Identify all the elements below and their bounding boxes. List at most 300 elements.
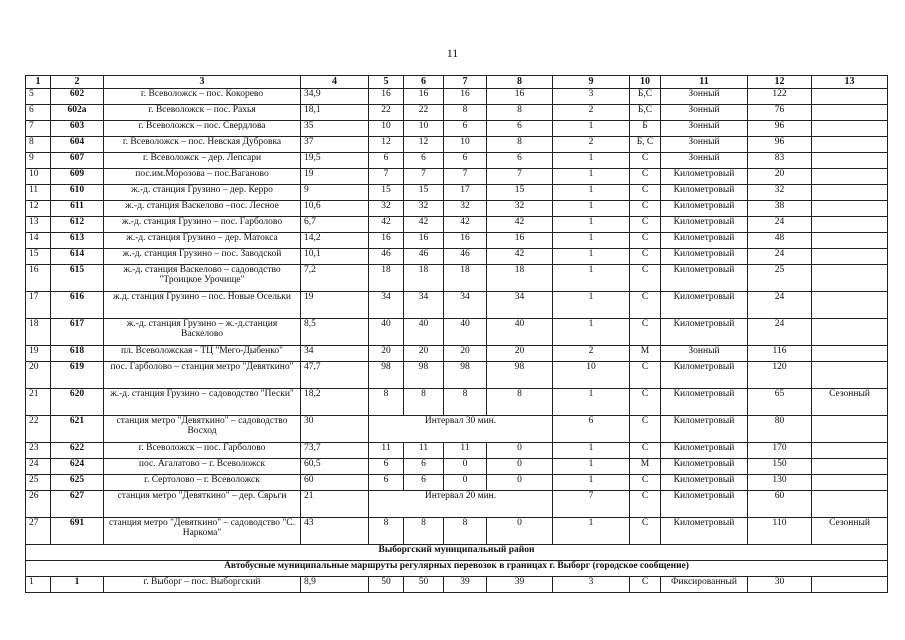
value-cell-6: 98 <box>404 362 444 389</box>
table-row <box>26 518 888 545</box>
value-cell-8: 16 <box>487 233 553 249</box>
vehicle-class-cell: С <box>630 475 661 491</box>
column-header: 6 <box>404 76 444 89</box>
table-row <box>26 577 888 593</box>
note-cell <box>812 105 888 121</box>
route-name-cell: г. Выборг – пос. Выборгский <box>104 577 301 593</box>
routes-table <box>25 75 888 593</box>
route-name-cell: г. Всеволожск – пос. Гарболово <box>104 443 301 459</box>
route-length-cell: 30 <box>301 416 369 443</box>
value-cell-5: 8 <box>369 389 404 416</box>
note-cell <box>812 233 888 249</box>
fare-type-cell: Километровый <box>661 475 748 491</box>
row-number-cell: 17 <box>26 292 51 319</box>
fare-type-cell: Километровый <box>661 459 748 475</box>
interval-cell: Интервал 30 мин. <box>369 416 553 443</box>
route-number-cell: 617 <box>51 319 104 346</box>
fare-type-cell: Километровый <box>661 249 748 265</box>
vehicle-class-cell: С <box>630 389 661 416</box>
value-cell-7: 10 <box>444 137 487 153</box>
value-cell-6: 22 <box>404 105 444 121</box>
route-number-cell: 612 <box>51 217 104 233</box>
row-number-cell: 13 <box>26 217 51 233</box>
value-cell-8: 42 <box>487 249 553 265</box>
vehicle-class-cell: С <box>630 292 661 319</box>
vehicle-class-cell: С <box>630 249 661 265</box>
table-row <box>26 292 888 319</box>
value-cell-5: 32 <box>369 201 404 217</box>
column-header: 3 <box>104 76 301 89</box>
value-cell-7: 6 <box>444 153 487 169</box>
value-cell-9: 7 <box>553 491 630 518</box>
value-cell-8: 8 <box>487 389 553 416</box>
value-cell-5: 15 <box>369 185 404 201</box>
table-row <box>26 459 888 475</box>
row-number-cell: 26 <box>26 491 51 518</box>
route-name-cell: ж.д. станция Грузино – пос. Новые Осельки <box>104 292 301 319</box>
route-number-cell: 615 <box>51 265 104 292</box>
vehicle-class-cell: М <box>630 459 661 475</box>
value-cell-9: 2 <box>553 105 630 121</box>
column-header: 12 <box>748 76 812 89</box>
note-cell <box>812 292 888 319</box>
price-cell: 96 <box>748 137 812 153</box>
route-length-cell: 14,2 <box>301 233 369 249</box>
price-cell: 120 <box>748 362 812 389</box>
value-cell-8: 34 <box>487 292 553 319</box>
vehicle-class-cell: С <box>630 169 661 185</box>
fare-type-cell: Километровый <box>661 201 748 217</box>
value-cell-5: 42 <box>369 217 404 233</box>
value-cell-6: 18 <box>404 265 444 292</box>
column-header: 1 <box>26 76 51 89</box>
route-length-cell: 37 <box>301 137 369 153</box>
table-body <box>26 89 888 593</box>
route-number-cell: 602 <box>51 89 104 105</box>
value-cell-8: 0 <box>487 518 553 545</box>
value-cell-8: 0 <box>487 475 553 491</box>
row-number-cell: 1 <box>26 577 51 593</box>
value-cell-9: 2 <box>553 137 630 153</box>
row-number-cell: 8 <box>26 137 51 153</box>
value-cell-9: 1 <box>553 475 630 491</box>
value-cell-7: 17 <box>444 185 487 201</box>
table-row <box>26 121 888 137</box>
value-cell-9: 1 <box>553 201 630 217</box>
note-cell <box>812 475 888 491</box>
value-cell-6: 12 <box>404 137 444 153</box>
note-cell <box>812 217 888 233</box>
value-cell-6: 20 <box>404 346 444 362</box>
note-cell <box>812 443 888 459</box>
value-cell-7: 8 <box>444 518 487 545</box>
route-name-cell: ж.-д. станция Грузино – ж.-д.станция Васкелово <box>104 319 301 346</box>
column-header: 13 <box>812 76 888 89</box>
fare-type-cell: Зонный <box>661 121 748 137</box>
note-cell <box>812 265 888 292</box>
section-district-row <box>26 545 888 561</box>
value-cell-9: 10 <box>553 362 630 389</box>
table-row <box>26 249 888 265</box>
fare-type-cell: Километровый <box>661 518 748 545</box>
vehicle-class-cell: С <box>630 233 661 249</box>
interval-cell: Интервал 20 мин. <box>369 491 553 518</box>
route-number-cell: 691 <box>51 518 104 545</box>
route-number-cell: 618 <box>51 346 104 362</box>
price-cell: 20 <box>748 169 812 185</box>
route-number-cell: 622 <box>51 443 104 459</box>
row-number-cell: 22 <box>26 416 51 443</box>
route-length-cell: 21 <box>301 491 369 518</box>
table-row <box>26 185 888 201</box>
vehicle-class-cell: С <box>630 265 661 292</box>
route-number-cell: 619 <box>51 362 104 389</box>
table-row <box>26 153 888 169</box>
fare-type-cell: Зонный <box>661 89 748 105</box>
table-row <box>26 443 888 459</box>
note-cell <box>812 169 888 185</box>
price-cell: 25 <box>748 265 812 292</box>
vehicle-class-cell: С <box>630 577 661 593</box>
table-row <box>26 362 888 389</box>
route-number-cell: 603 <box>51 121 104 137</box>
value-cell-7: 32 <box>444 201 487 217</box>
fare-type-cell: Километровый <box>661 233 748 249</box>
fare-type-cell: Зонный <box>661 105 748 121</box>
price-cell: 38 <box>748 201 812 217</box>
route-name-cell: г. Всеволожск – пос. Невская Дубровка <box>104 137 301 153</box>
route-length-cell: 18,2 <box>301 389 369 416</box>
value-cell-5: 6 <box>369 153 404 169</box>
value-cell-5: 20 <box>369 346 404 362</box>
vehicle-class-cell: М <box>630 346 661 362</box>
route-name-cell: пос.им.Морозова – пос.Ваганово <box>104 169 301 185</box>
header-row <box>26 76 888 89</box>
vehicle-class-cell: С <box>630 416 661 443</box>
value-cell-9: 1 <box>553 292 630 319</box>
table-row <box>26 319 888 346</box>
value-cell-9: 1 <box>553 233 630 249</box>
row-number-cell: 16 <box>26 265 51 292</box>
route-name-cell: пл. Всеволожская - ТЦ "Мего-Дыбенко" <box>104 346 301 362</box>
value-cell-5: 16 <box>369 233 404 249</box>
route-name-cell: г. Всеволожск – пос. Рахья <box>104 105 301 121</box>
vehicle-class-cell: С <box>630 319 661 346</box>
value-cell-6: 16 <box>404 233 444 249</box>
value-cell-8: 42 <box>487 217 553 233</box>
vehicle-class-cell: Б,С <box>630 89 661 105</box>
value-cell-9: 1 <box>553 319 630 346</box>
row-number-cell: 6 <box>26 105 51 121</box>
fare-type-cell: Километровый <box>661 491 748 518</box>
vehicle-class-cell: Б <box>630 121 661 137</box>
vehicle-class-cell: С <box>630 185 661 201</box>
route-length-cell: 19,5 <box>301 153 369 169</box>
fare-type-cell: Фиксированный <box>661 577 748 593</box>
price-cell: 76 <box>748 105 812 121</box>
table-row <box>26 217 888 233</box>
value-cell-7: 20 <box>444 346 487 362</box>
value-cell-5: 22 <box>369 105 404 121</box>
column-header: 4 <box>301 76 369 89</box>
column-header: 8 <box>487 76 553 89</box>
route-length-cell: 10,6 <box>301 201 369 217</box>
vehicle-class-cell: С <box>630 362 661 389</box>
value-cell-6: 46 <box>404 249 444 265</box>
fare-type-cell: Зонный <box>661 346 748 362</box>
value-cell-9: 1 <box>553 217 630 233</box>
value-cell-5: 8 <box>369 518 404 545</box>
value-cell-8: 39 <box>487 577 553 593</box>
price-cell: 48 <box>748 233 812 249</box>
value-cell-7: 16 <box>444 233 487 249</box>
value-cell-7: 39 <box>444 577 487 593</box>
column-header: 10 <box>630 76 661 89</box>
price-cell: 122 <box>748 89 812 105</box>
section-subtitle-row <box>26 561 888 577</box>
vehicle-class-cell: Б, С <box>630 137 661 153</box>
route-number-cell: 1 <box>51 577 104 593</box>
value-cell-5: 18 <box>369 265 404 292</box>
column-header: 9 <box>553 76 630 89</box>
table-row <box>26 89 888 105</box>
value-cell-5: 11 <box>369 443 404 459</box>
route-name-cell: пос. Гарболово – станция метро "Девяткино" <box>104 362 301 389</box>
vehicle-class-cell: С <box>630 217 661 233</box>
value-cell-7: 18 <box>444 265 487 292</box>
value-cell-6: 16 <box>404 89 444 105</box>
value-cell-9: 1 <box>553 265 630 292</box>
fare-type-cell: Километровый <box>661 169 748 185</box>
table-row <box>26 491 888 518</box>
value-cell-9: 1 <box>553 518 630 545</box>
price-cell: 32 <box>748 185 812 201</box>
price-cell: 150 <box>748 459 812 475</box>
value-cell-6: 42 <box>404 217 444 233</box>
note-cell <box>812 89 888 105</box>
route-name-cell: ж.-д. станция Грузино – дер. Матокса <box>104 233 301 249</box>
note-cell <box>812 577 888 593</box>
route-number-cell: 614 <box>51 249 104 265</box>
value-cell-7: 40 <box>444 319 487 346</box>
value-cell-9: 2 <box>553 346 630 362</box>
fare-type-cell: Километровый <box>661 416 748 443</box>
fare-type-cell: Зонный <box>661 153 748 169</box>
column-header: 5 <box>369 76 404 89</box>
route-length-cell: 60 <box>301 475 369 491</box>
value-cell-9: 3 <box>553 89 630 105</box>
route-name-cell: ж.-д. станция Грузино – пос. Гарболово <box>104 217 301 233</box>
value-cell-7: 6 <box>444 121 487 137</box>
vehicle-class-cell: С <box>630 201 661 217</box>
value-cell-8: 98 <box>487 362 553 389</box>
note-cell <box>812 201 888 217</box>
value-cell-5: 34 <box>369 292 404 319</box>
note-cell <box>812 319 888 346</box>
value-cell-7: 46 <box>444 249 487 265</box>
row-number-cell: 9 <box>26 153 51 169</box>
route-name-cell: г. Сертолово – г. Всеволожск <box>104 475 301 491</box>
route-length-cell: 60,5 <box>301 459 369 475</box>
value-cell-7: 34 <box>444 292 487 319</box>
value-cell-6: 50 <box>404 577 444 593</box>
route-name-cell: пос. Агалатово – г. Всеволожск <box>104 459 301 475</box>
value-cell-6: 6 <box>404 459 444 475</box>
value-cell-8: 6 <box>487 121 553 137</box>
value-cell-8: 0 <box>487 459 553 475</box>
note-cell <box>812 416 888 443</box>
vehicle-class-cell: С <box>630 443 661 459</box>
value-cell-7: 8 <box>444 105 487 121</box>
table-row <box>26 416 888 443</box>
price-cell: 30 <box>748 577 812 593</box>
route-number-cell: 616 <box>51 292 104 319</box>
value-cell-9: 3 <box>553 577 630 593</box>
route-name-cell: ж.-д. станция Грузино – садоводство "Пески" <box>104 389 301 416</box>
section-district-row-cell: Выборгский муниципальный район <box>26 545 888 561</box>
route-number-cell: 610 <box>51 185 104 201</box>
route-name-cell: г. Всеволожск – пос. Свердлова <box>104 121 301 137</box>
value-cell-9: 1 <box>553 153 630 169</box>
row-number-cell: 14 <box>26 233 51 249</box>
route-name-cell: г. Всеволожск – пос. Кокорево <box>104 89 301 105</box>
price-cell: 96 <box>748 121 812 137</box>
value-cell-7: 0 <box>444 475 487 491</box>
note-cell <box>812 362 888 389</box>
value-cell-8: 20 <box>487 346 553 362</box>
route-length-cell: 34 <box>301 346 369 362</box>
value-cell-7: 42 <box>444 217 487 233</box>
note-cell: Сезонный <box>812 389 888 416</box>
route-number-cell: 627 <box>51 491 104 518</box>
section-subtitle-row-cell: Автобусные муниципальные маршруты регулярных перевозок в границах г. Выборг (городское сообщение) <box>26 561 888 577</box>
route-number-cell: 602а <box>51 105 104 121</box>
table-row <box>26 105 888 121</box>
price-cell: 24 <box>748 292 812 319</box>
value-cell-6: 40 <box>404 319 444 346</box>
vehicle-class-cell: С <box>630 491 661 518</box>
fare-type-cell: Зонный <box>661 137 748 153</box>
value-cell-8: 32 <box>487 201 553 217</box>
table-row <box>26 346 888 362</box>
value-cell-6: 8 <box>404 518 444 545</box>
price-cell: 24 <box>748 249 812 265</box>
route-name-cell: ж.-д. станция Грузино – дер. Керро <box>104 185 301 201</box>
fare-type-cell: Километровый <box>661 319 748 346</box>
route-name-cell: станция метро "Девяткино" – дер. Сярьги <box>104 491 301 518</box>
route-length-cell: 10,1 <box>301 249 369 265</box>
value-cell-8: 8 <box>487 137 553 153</box>
value-cell-5: 40 <box>369 319 404 346</box>
column-header: 7 <box>444 76 487 89</box>
note-cell <box>812 346 888 362</box>
route-length-cell: 34,9 <box>301 89 369 105</box>
row-number-cell: 24 <box>26 459 51 475</box>
value-cell-8: 16 <box>487 89 553 105</box>
price-cell: 170 <box>748 443 812 459</box>
row-number-cell: 11 <box>26 185 51 201</box>
route-number-cell: 624 <box>51 459 104 475</box>
route-number-cell: 611 <box>51 201 104 217</box>
value-cell-9: 1 <box>553 249 630 265</box>
route-name-cell: станция метро "Девяткино" – садоводство Восход <box>104 416 301 443</box>
fare-type-cell: Километровый <box>661 362 748 389</box>
vehicle-class-cell: С <box>630 153 661 169</box>
value-cell-8: 8 <box>487 105 553 121</box>
route-length-cell: 35 <box>301 121 369 137</box>
value-cell-6: 6 <box>404 475 444 491</box>
value-cell-8: 18 <box>487 265 553 292</box>
row-number-cell: 20 <box>26 362 51 389</box>
row-number-cell: 19 <box>26 346 51 362</box>
vehicle-class-cell: Б,С <box>630 105 661 121</box>
price-cell: 83 <box>748 153 812 169</box>
route-number-cell: 607 <box>51 153 104 169</box>
price-cell: 24 <box>748 319 812 346</box>
route-length-cell: 43 <box>301 518 369 545</box>
route-name-cell: г. Всеволожск – дер. Лепсари <box>104 153 301 169</box>
value-cell-6: 6 <box>404 153 444 169</box>
value-cell-5: 7 <box>369 169 404 185</box>
note-cell <box>812 249 888 265</box>
column-header: 2 <box>51 76 104 89</box>
value-cell-5: 12 <box>369 137 404 153</box>
value-cell-7: 16 <box>444 89 487 105</box>
value-cell-9: 6 <box>553 416 630 443</box>
value-cell-5: 16 <box>369 89 404 105</box>
route-length-cell: 73,7 <box>301 443 369 459</box>
route-number-cell: 620 <box>51 389 104 416</box>
fare-type-cell: Километровый <box>661 265 748 292</box>
vehicle-class-cell: С <box>630 518 661 545</box>
fare-type-cell: Километровый <box>661 389 748 416</box>
value-cell-9: 1 <box>553 389 630 416</box>
route-length-cell: 7,2 <box>301 265 369 292</box>
table-row <box>26 475 888 491</box>
value-cell-6: 15 <box>404 185 444 201</box>
route-name-cell: ж.-д. станция Васкелово –пос. Лесное <box>104 201 301 217</box>
table-row <box>26 233 888 249</box>
row-number-cell: 5 <box>26 89 51 105</box>
value-cell-5: 6 <box>369 459 404 475</box>
value-cell-5: 50 <box>369 577 404 593</box>
value-cell-9: 1 <box>553 185 630 201</box>
route-length-cell: 9 <box>301 185 369 201</box>
value-cell-7: 7 <box>444 169 487 185</box>
row-number-cell: 15 <box>26 249 51 265</box>
value-cell-6: 32 <box>404 201 444 217</box>
route-number-cell: 604 <box>51 137 104 153</box>
table-row <box>26 389 888 416</box>
price-cell: 24 <box>748 217 812 233</box>
value-cell-6: 10 <box>404 121 444 137</box>
route-length-cell: 19 <box>301 292 369 319</box>
fare-type-cell: Километровый <box>661 443 748 459</box>
fare-type-cell: Километровый <box>661 292 748 319</box>
route-number-cell: 621 <box>51 416 104 443</box>
route-name-cell: ж.-д. станция Васкелово – садоводство "Троицкое Урочище" <box>104 265 301 292</box>
row-number-cell: 23 <box>26 443 51 459</box>
row-number-cell: 12 <box>26 201 51 217</box>
price-cell: 130 <box>748 475 812 491</box>
value-cell-5: 6 <box>369 475 404 491</box>
value-cell-7: 98 <box>444 362 487 389</box>
route-length-cell: 19 <box>301 169 369 185</box>
price-cell: 65 <box>748 389 812 416</box>
route-length-cell: 47,7 <box>301 362 369 389</box>
value-cell-8: 7 <box>487 169 553 185</box>
value-cell-6: 7 <box>404 169 444 185</box>
